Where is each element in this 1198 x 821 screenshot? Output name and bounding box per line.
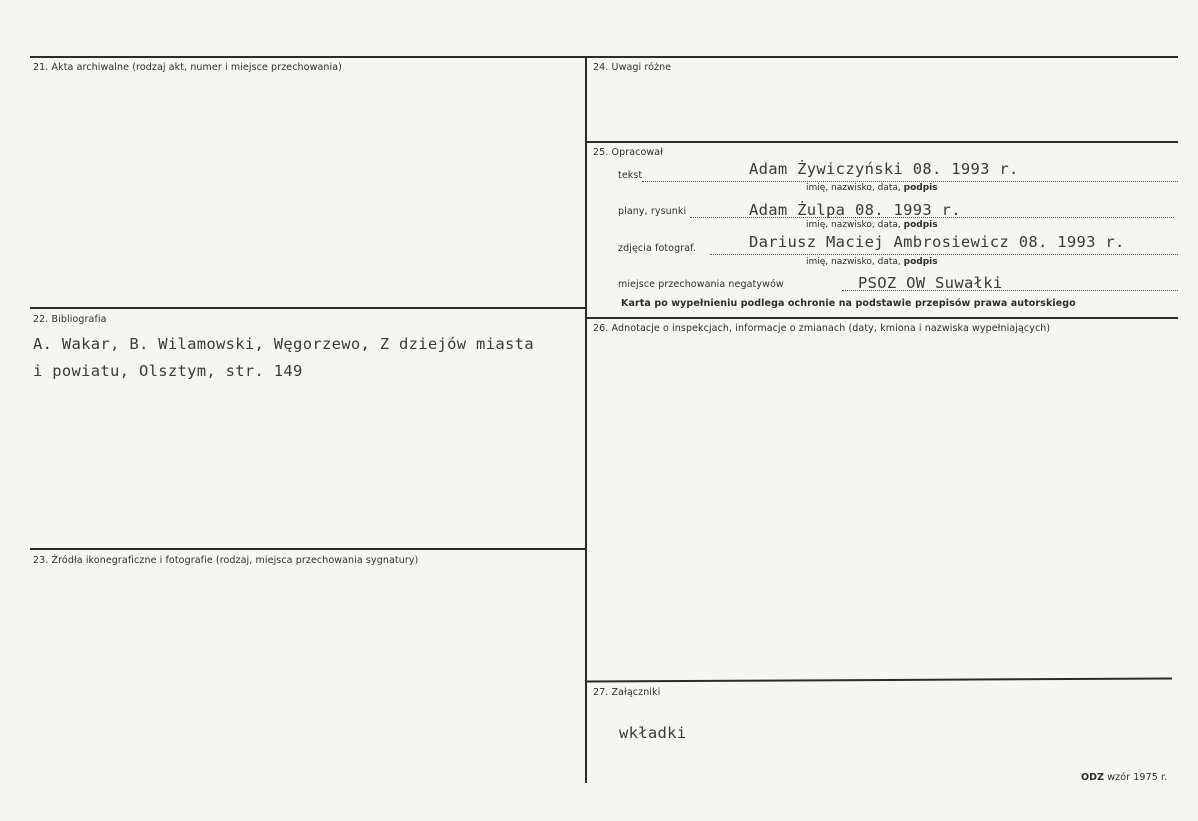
- section-21-label: 21. Akta archiwalne (rodzaj akt, numer i miejsce przechowania): [33, 62, 342, 73]
- plany-sub-caption: imię, nazwisko, data, podpis: [806, 220, 938, 230]
- top-rule: [30, 56, 1178, 58]
- section-22-label: 22. Bibliografia: [33, 314, 107, 325]
- section-26-label: 26. Adnotacje o inspekcjach, informacje o zmianach (daty, kmiona i nazwiska wypełniających): [593, 323, 1051, 334]
- negatywy-value: PSOZ OW Suwałki: [858, 274, 1003, 292]
- bibliography-line-2: i powiatu, Olsztym, str. 149: [33, 362, 303, 380]
- divider-26-27: [587, 677, 1172, 682]
- negatywy-dotted-line: [842, 290, 1178, 291]
- zdjecia-value: Dariusz Maciej Ambrosiewicz 08. 1993 r.: [749, 233, 1125, 251]
- section-27-label: 27. Załączniki: [593, 687, 661, 698]
- negatywy-label: miejsce przechowania negatywów: [618, 279, 784, 290]
- divider-21-22: [30, 307, 585, 309]
- tekst-dotted-line: [642, 181, 1178, 182]
- section-25-label: 25. Opracował: [593, 147, 663, 158]
- plany-value: Adam Żulpa 08. 1993 r.: [749, 201, 961, 219]
- divider-22-23: [30, 548, 585, 550]
- attachments-value: wkładki: [619, 724, 687, 742]
- zdjecia-label: zdjęcia fotograf.: [618, 243, 697, 254]
- section-23-label: 23. Źródła ikonegraficzne i fotografie (rodzaj, miejsca przechowania sygnatury): [33, 555, 419, 566]
- zdjecia-sub-caption: imię, nazwisko, data, podpis: [806, 257, 938, 267]
- tekst-label: tekst: [618, 170, 643, 181]
- plany-label: plany, rysunki: [618, 206, 687, 217]
- tekst-value: Adam Żywiczyński 08. 1993 r.: [749, 160, 1019, 178]
- section-24-label: 24. Uwagi różne: [593, 62, 672, 73]
- divider-24-25: [587, 141, 1178, 143]
- divider-25-26: [587, 317, 1178, 319]
- plany-dotted-line: [690, 217, 1174, 218]
- center-divider: [585, 56, 587, 783]
- form-model-note: ODZ wzór 1975 r.: [1081, 772, 1168, 783]
- zdjecia-dotted-line: [710, 254, 1178, 255]
- bibliography-line-1: A. Wakar, B. Wilamowski, Węgorzewo, Z dziejów miasta: [33, 335, 534, 353]
- copyright-note: Karta po wypełnieniu podlega ochronie na podstawie przepisów prawa autorskiego: [621, 298, 1076, 309]
- tekst-sub-caption: imię, nazwisko, data, podpis: [806, 183, 938, 193]
